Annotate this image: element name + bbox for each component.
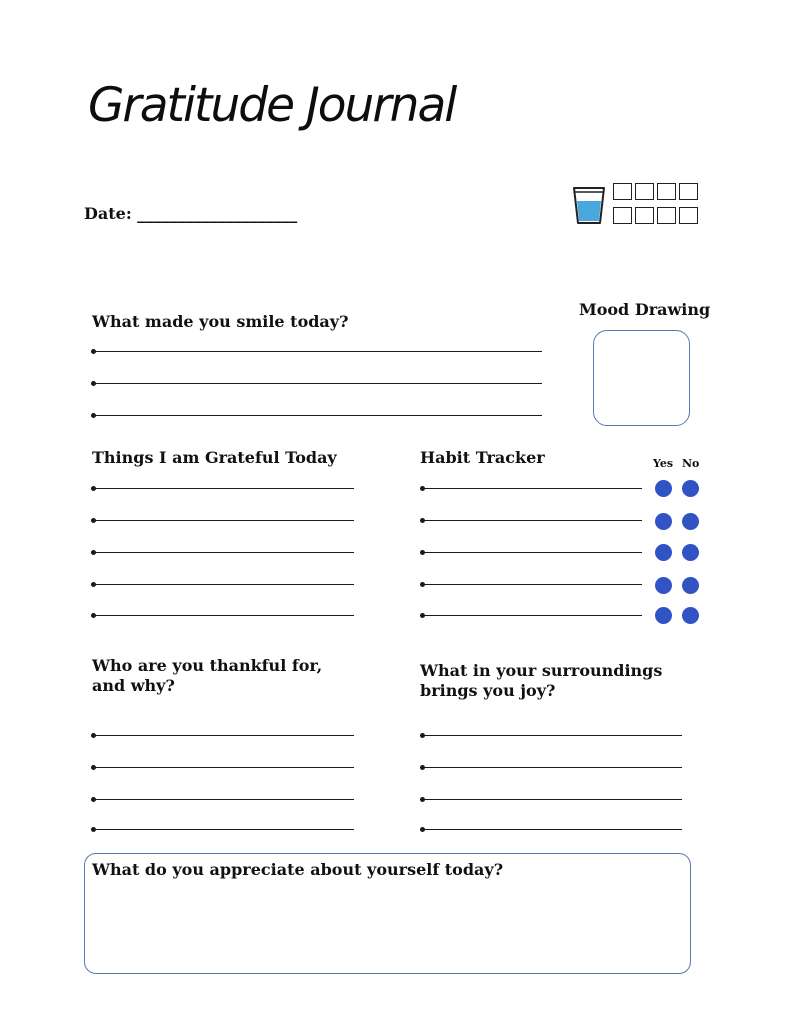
habit-heading: Habit Tracker <box>420 448 545 467</box>
date-blank: ____________________ <box>137 204 298 223</box>
habit-line[interactable] <box>423 552 642 553</box>
grateful-line[interactable] <box>94 615 354 616</box>
habit-no-dot[interactable] <box>682 480 699 497</box>
date-label: Date: <box>84 204 132 223</box>
water-box[interactable] <box>635 207 654 224</box>
habit-no-dot[interactable] <box>682 607 699 624</box>
habit-yes-dot[interactable] <box>655 513 672 530</box>
water-box[interactable] <box>613 183 632 200</box>
grateful-heading: Things I am Grateful Today <box>92 448 337 467</box>
habit-yes-dot[interactable] <box>655 544 672 561</box>
no-label: No <box>682 457 700 470</box>
habit-line[interactable] <box>423 488 642 489</box>
water-box[interactable] <box>613 207 632 224</box>
grateful-line[interactable] <box>94 552 354 553</box>
habit-no-dot[interactable] <box>682 544 699 561</box>
surroundings-line[interactable] <box>423 767 682 768</box>
water-glass-icon <box>571 184 607 226</box>
date-field[interactable] <box>84 204 297 223</box>
water-box[interactable] <box>657 183 676 200</box>
habit-no-dot[interactable] <box>682 513 699 530</box>
surroundings-line[interactable] <box>423 799 682 800</box>
water-box[interactable] <box>679 207 698 224</box>
habit-yes-dot[interactable] <box>655 480 672 497</box>
surroundings-line[interactable] <box>423 829 682 830</box>
thankful-heading: Who are you thankful for, and why? <box>92 656 323 695</box>
water-tracker <box>571 183 706 228</box>
thankful-line[interactable] <box>94 767 354 768</box>
smile-line[interactable] <box>94 383 542 384</box>
thankful-line[interactable] <box>94 829 354 830</box>
thankful-line[interactable] <box>94 735 354 736</box>
smile-line[interactable] <box>94 351 542 352</box>
water-box[interactable] <box>657 207 676 224</box>
mood-heading: Mood Drawing <box>579 300 711 319</box>
habit-line[interactable] <box>423 584 642 585</box>
smile-line[interactable] <box>94 415 542 416</box>
grateful-line[interactable] <box>94 488 354 489</box>
water-box[interactable] <box>635 183 654 200</box>
surroundings-line[interactable] <box>423 735 682 736</box>
water-box[interactable] <box>679 183 698 200</box>
smile-heading: What made you smile today? <box>92 312 349 331</box>
habit-line[interactable] <box>423 520 642 521</box>
thankful-line[interactable] <box>94 799 354 800</box>
grateful-line[interactable] <box>94 584 354 585</box>
mood-drawing-box[interactable] <box>593 330 690 426</box>
yes-label: Yes <box>653 457 674 470</box>
grateful-line[interactable] <box>94 520 354 521</box>
habit-yes-dot[interactable] <box>655 577 672 594</box>
appreciate-heading: What do you appreciate about yourself today? <box>92 860 504 879</box>
habit-no-dot[interactable] <box>682 577 699 594</box>
page-title: Gratitude Journal <box>88 78 456 133</box>
habit-line[interactable] <box>423 615 642 616</box>
surroundings-heading: What in your surroundings brings you joy? <box>420 661 663 700</box>
habit-yes-dot[interactable] <box>655 607 672 624</box>
